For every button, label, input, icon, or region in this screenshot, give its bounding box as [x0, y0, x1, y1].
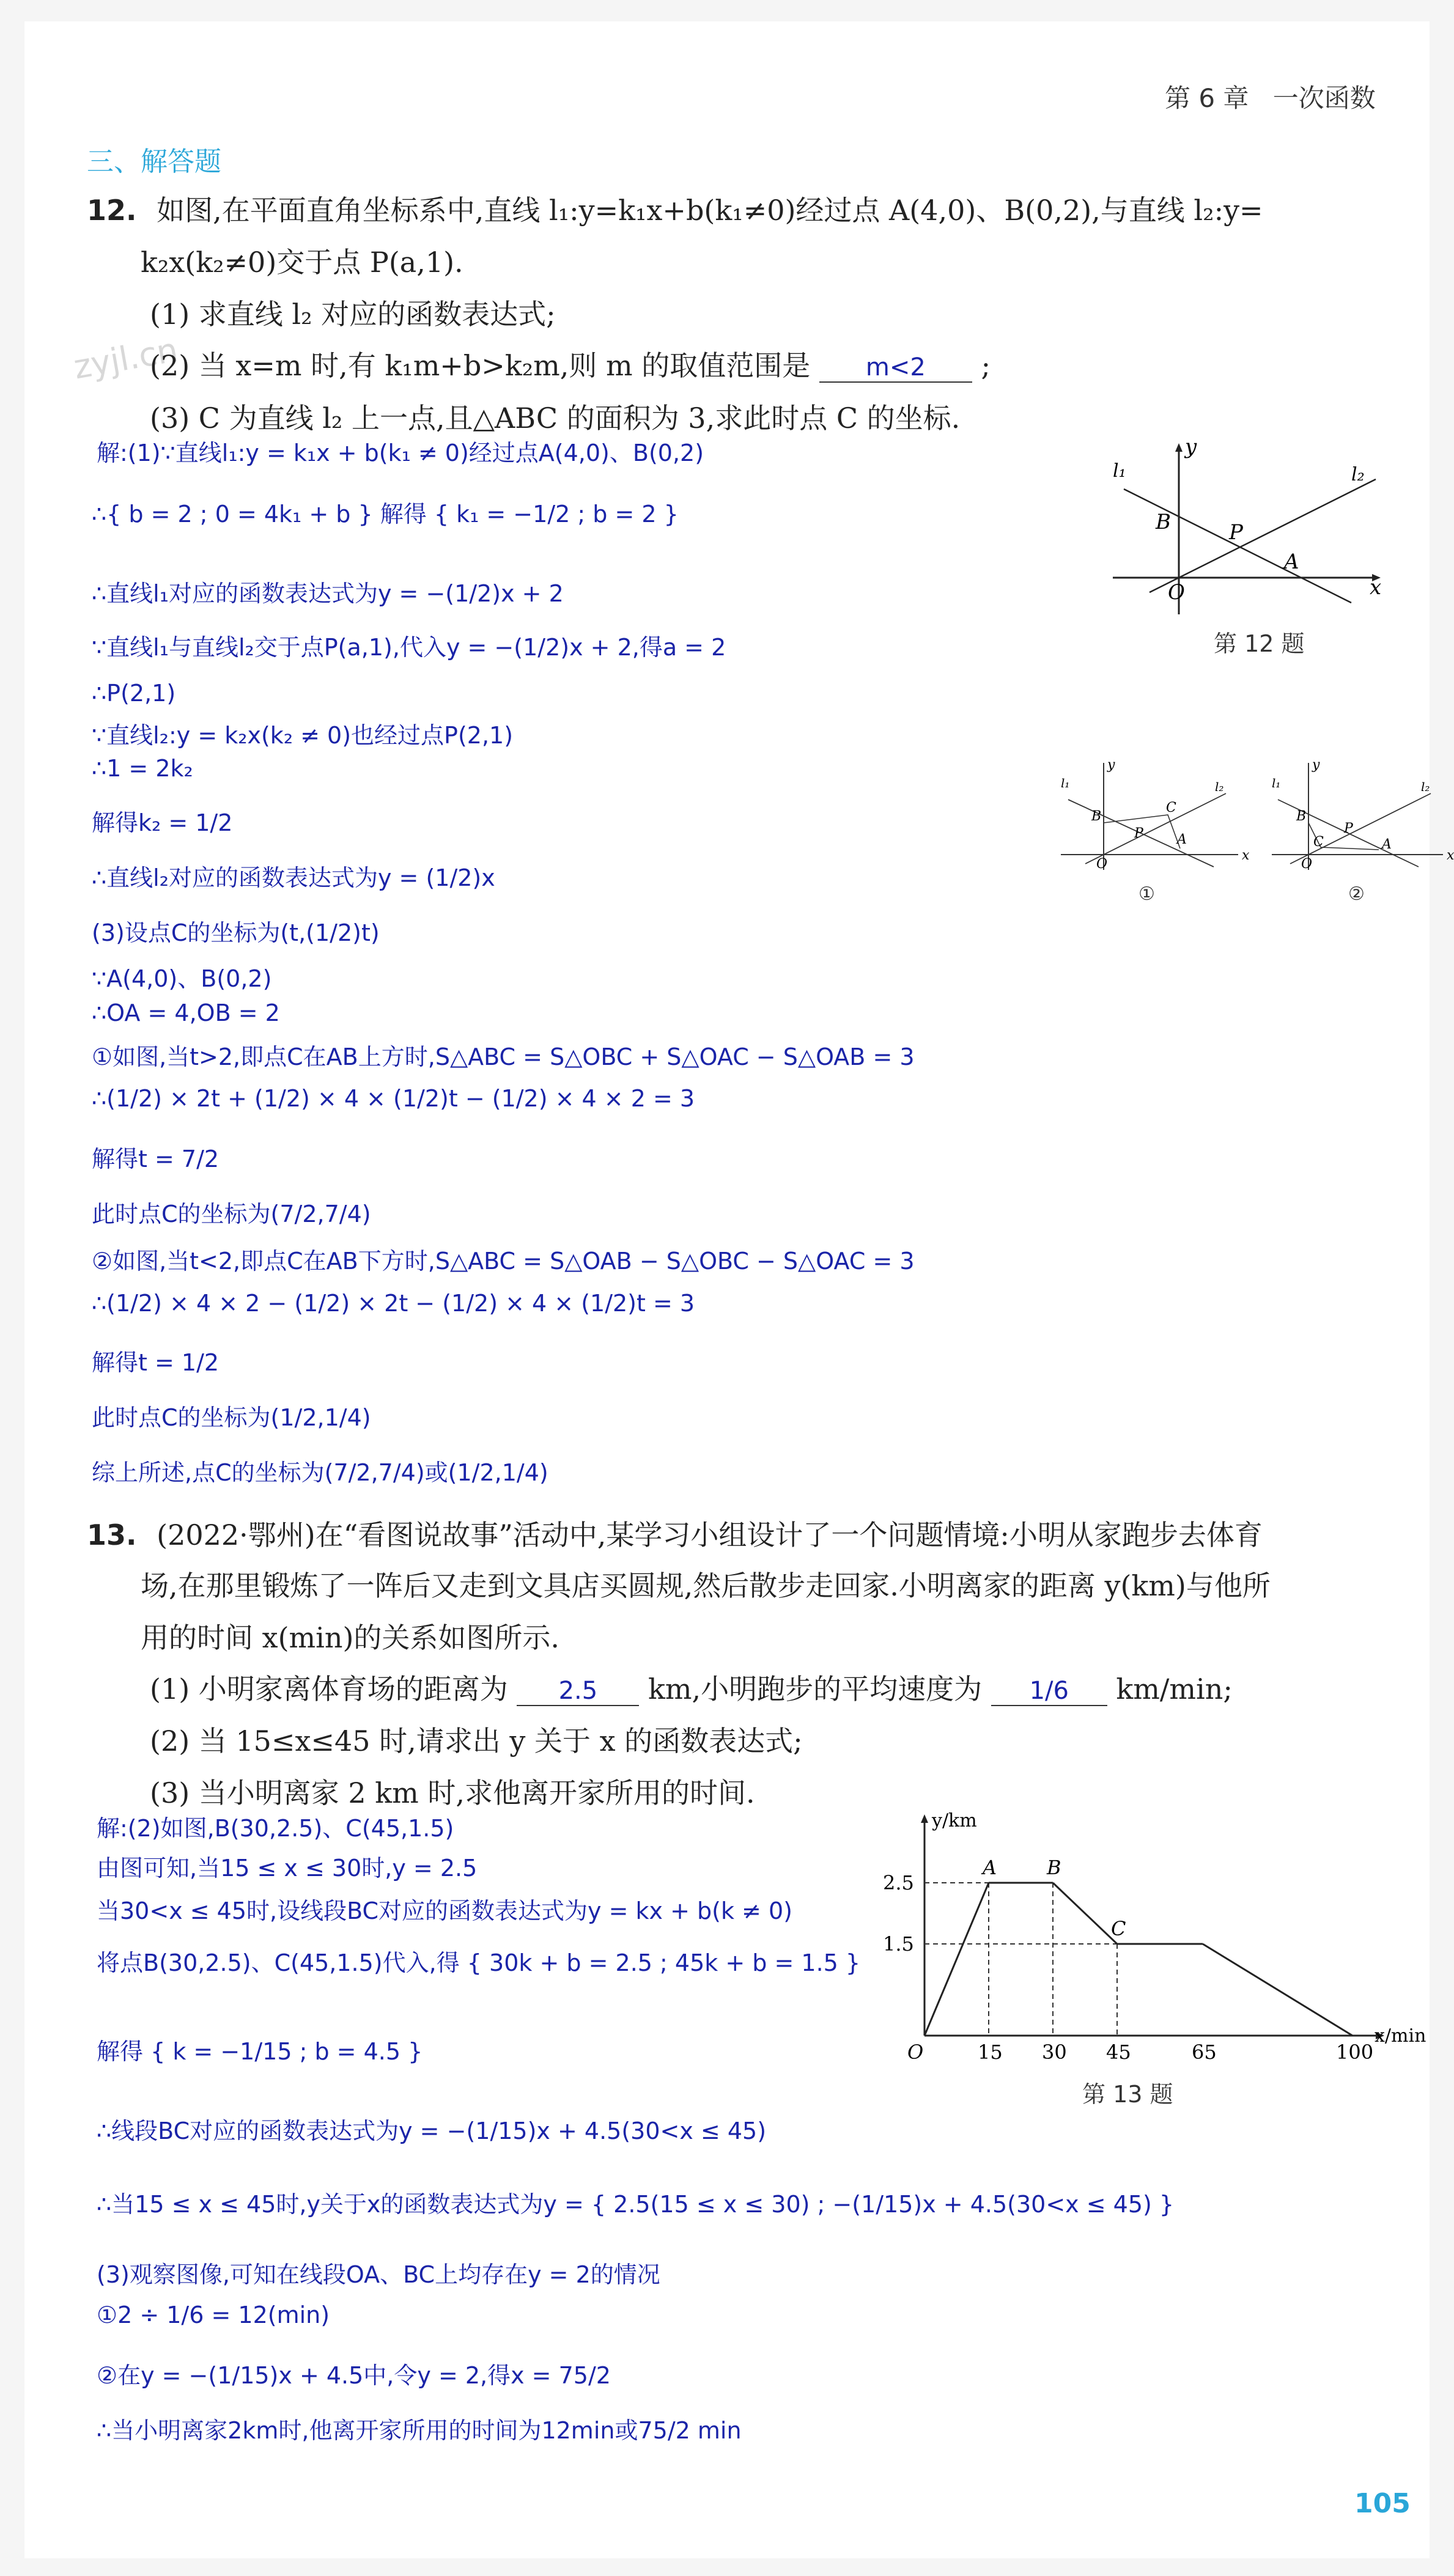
- q12-subfigure-2-label: ②: [1348, 883, 1365, 905]
- q13-chart: [862, 1809, 1425, 2066]
- q12-solution-line: ∴(1/2) × 4 × 2 − (1/2) × 2t − (1/2) × 4 × (1/2)t = 3: [92, 1290, 695, 1317]
- chapter-number: 第 6 章: [1165, 83, 1249, 113]
- sub1-label-A: A: [1177, 832, 1187, 847]
- q13-figure-caption: 第 13 题: [1082, 2081, 1173, 2108]
- q12-stem-line1: 12. 如图,在平面直角坐标系中,直线 l₁:y=k₁x+b(k₁≠0)经过点 A(4,0)、B(0,2),与直线 l₂:y=: [87, 194, 1263, 227]
- chart-x-tick-label: 15: [978, 2041, 1003, 2064]
- q13-solution-line: 将点B(30,2.5)、C(45,1.5)代入,得 { 30k + b = 2.5 ; 45k + b = 1.5 }: [97, 1949, 861, 1976]
- q12-subfigure-2: [1272, 757, 1454, 873]
- sub2-label-P: P: [1344, 821, 1353, 836]
- q13-solution-line: 解得 { k = −1/15 ; b = 4.5 }: [97, 2038, 423, 2065]
- sub1-label-y: y: [1107, 757, 1115, 773]
- q13-solution-line: 当30<x ≤ 45时,设线段BC对应的函数表达式为y = kx + b(k ≠ 0): [97, 1897, 792, 1924]
- chart-point-label-B: B: [1047, 1856, 1061, 1879]
- chart-line-segment: [1203, 1944, 1353, 2036]
- q12-stem-line2: k₂x(k₂≠0)交于点 P(a,1).: [141, 246, 463, 279]
- chart-line-segment: [1053, 1883, 1117, 1944]
- sub1-label-x: x: [1242, 848, 1250, 863]
- q12-part2-answer: m<2: [819, 353, 972, 383]
- q13-stem-line2: 场,在那里锻炼了一阵后又走到文具店买圆规,然后散步走回家.小明离家的距离 y(km)与他所: [141, 1569, 1271, 1602]
- q12-solution-line: 解:(1)∵直线l₁:y = k₁x + b(k₁ ≠ 0)经过点A(4,0)、B(0,2): [97, 440, 704, 466]
- sub1-label-l1: l₁: [1061, 776, 1070, 790]
- q12-solution-line: ∵直线l₂:y = k₂x(k₂ ≠ 0)也经过点P(2,1): [92, 722, 514, 749]
- chart-y-tick-label: 1.5: [883, 1932, 914, 1956]
- sub1-label-B: B: [1091, 809, 1102, 824]
- sub2-label-l2: l₂: [1421, 779, 1430, 794]
- chapter-header: [1165, 78, 1376, 115]
- q13-part1-answer1: 2.5: [517, 1677, 639, 1706]
- q13-stem-line1: 13. (2022·鄂州)在“看图说故事”活动中,某学习小组设计了一个问题情境:小明从家跑步去体育: [87, 1518, 1263, 1551]
- chart-y-axis-arrow: [921, 1814, 928, 1823]
- q13-part2: (2) 当 15≤x≤45 时,请求出 y 关于 x 的函数表达式;: [150, 1724, 803, 1757]
- q12-solution-line: 解得t = 7/2: [92, 1146, 220, 1172]
- sub2-label-O: O: [1301, 856, 1313, 872]
- q12-solution-line: ∴(1/2) × 2t + (1/2) × 4 × (1/2)t − (1/2) × 4 × 2 = 3: [92, 1085, 695, 1112]
- q13-number: 13.: [87, 1518, 137, 1551]
- sub1-label-l2: l₂: [1215, 779, 1224, 794]
- chapter-title: 一次函数: [1272, 83, 1376, 113]
- label-x: x: [1370, 575, 1382, 600]
- section-title: 三、解答题: [87, 146, 221, 177]
- q13-solution-line: ∴当15 ≤ x ≤ 45时,y关于x的函数表达式为y = { 2.5(15 ≤ x ≤ 30) ; −(1/15)x + 4.5(30<x ≤ 45) }: [97, 2191, 1175, 2218]
- q12-solution-line: ∴1 = 2k₂: [92, 755, 193, 782]
- q13-part1: (1) 小明家离体育场的距离为 2.5 km,小明跑步的平均速度为 1/6 km/min;: [150, 1673, 1233, 1706]
- watermark: zyjl.cn: [70, 330, 181, 387]
- sub2-label-l1: l₁: [1272, 776, 1281, 790]
- label-O: O: [1168, 580, 1185, 605]
- chart-line-segment: [924, 1883, 989, 2036]
- q13-part3: (3) 当小明离家 2 km 时,求他离开家所用的时间.: [150, 1776, 755, 1809]
- sub1-line-l2: [1085, 793, 1226, 864]
- chart-x-tick-label: 45: [1106, 2041, 1131, 2064]
- sub2-label-B: B: [1296, 809, 1307, 824]
- label-P: P: [1229, 520, 1243, 545]
- label-l2: l₂: [1351, 464, 1365, 485]
- q13-solution-line: ①2 ÷ 1/6 = 12(min): [97, 2302, 330, 2328]
- sub2-label-x: x: [1447, 848, 1454, 863]
- label-y: y: [1185, 435, 1197, 459]
- q12-subfigure-1: [1061, 757, 1250, 873]
- q12-solution-line: 此时点C的坐标为(1/2,1/4): [92, 1404, 371, 1431]
- sub1-label-P: P: [1134, 826, 1143, 841]
- q12-solution-line: 解得k₂ = 1/2: [92, 809, 233, 836]
- label-A: A: [1284, 550, 1299, 574]
- q12-solution-line: 此时点C的坐标为(7/2,7/4): [92, 1201, 371, 1227]
- chart-y-tick-label: 2.5: [883, 1871, 914, 1894]
- q13-stem-line3: 用的时间 x(min)的关系如图所示.: [141, 1621, 560, 1654]
- q12-solution-line: 综上所述,点C的坐标为(7/2,7/4)或(1/2,1/4): [92, 1459, 548, 1486]
- q13-solution-line: 由图可知,当15 ≤ x ≤ 30时,y = 2.5: [97, 1855, 478, 1882]
- chart-x-tick-label: 65: [1192, 2041, 1217, 2064]
- q12-solution-line: ∴OA = 4,OB = 2: [92, 999, 280, 1026]
- q12-figure: [1113, 435, 1388, 617]
- sub2-label-y: y: [1312, 757, 1320, 773]
- q12-part2: (2) 当 x=m 时,有 k₁m+b>k₂m,则 m 的取值范围是 m<2 ;: [150, 349, 991, 382]
- q13-solution-line: ②在y = −(1/15)x + 4.5中,令y = 2,得x = 75/2: [97, 2362, 611, 2389]
- q12-solution-line: 解得t = 1/2: [92, 1349, 220, 1376]
- chart-point-label-C: C: [1111, 1917, 1126, 1940]
- sub1-label-C: C: [1166, 800, 1176, 815]
- chart-point-label-A: A: [983, 1856, 997, 1879]
- sub1-label-O: O: [1096, 856, 1108, 872]
- q12-part1: (1) 求直线 l₂ 对应的函数表达式;: [150, 298, 556, 331]
- chart-x-tick-label: 100: [1336, 2041, 1374, 2064]
- q12-solution-line: ②如图,当t<2,即点C在AB下方时,S△ABC = S△OAB − S△OBC − S△OAC = 3: [92, 1248, 915, 1275]
- q13-solution-line: 解:(2)如图,B(30,2.5)、C(45,1.5): [97, 1815, 454, 1842]
- chart-x-tick-label: 30: [1042, 2041, 1067, 2064]
- q12-solution-line: ∴{ b = 2 ; 0 = 4k₁ + b } 解得 { k₁ = −1/2 ; b = 2 }: [92, 501, 679, 528]
- q12-solution-line: (3)设点C的坐标为(t,(1/2)t): [92, 919, 380, 946]
- q12-solution-line: ∴直线l₂对应的函数表达式为y = (1/2)x: [92, 864, 495, 891]
- line-l2: [1150, 479, 1376, 592]
- q12-solution-line: ∵直线l₁与直线l₂交于点P(a,1),代入y = −(1/2)x + 2,得a = 2: [92, 634, 726, 661]
- line-l1: [1124, 489, 1351, 603]
- q12-solution-line: ∴直线l₁对应的函数表达式为y = −(1/2)x + 2: [92, 580, 564, 607]
- q12-solution-line: ①如图,当t>2,即点C在AB上方时,S△ABC = S△OBC + S△OAC − S△OAB = 3: [92, 1043, 915, 1070]
- q13-solution-line: ∴线段BC对应的函数表达式为y = −(1/15)x + 4.5(30<x ≤ 45): [97, 2118, 767, 2144]
- chart-x-label: x/min: [1375, 2025, 1426, 2047]
- q13-part1-answer2: 1/6: [991, 1677, 1107, 1706]
- q12-part3: (3) C 为直线 l₂ 上一点,且△ABC 的面积为 3,求此时点 C 的坐标.: [150, 402, 961, 435]
- q12-subfigure-1-label: ①: [1138, 883, 1155, 905]
- sub2-label-C: C: [1313, 834, 1324, 850]
- y-axis-arrow: [1175, 443, 1183, 452]
- q12-solution-line: ∵A(4,0)、B(0,2): [92, 965, 272, 992]
- label-l1: l₁: [1113, 460, 1126, 482]
- chart-y-label: y/km: [932, 1810, 977, 1831]
- q13-solution-line: (3)观察图像,可知在线段OA、BC上均存在y = 2的情况: [97, 2261, 660, 2288]
- sub2-label-A: A: [1382, 837, 1392, 852]
- q12-solution-line: ∴P(2,1): [92, 680, 176, 707]
- label-B: B: [1156, 510, 1171, 534]
- q12-figure-caption: 第 12 题: [1214, 630, 1305, 657]
- page-number: 105: [1354, 2488, 1411, 2519]
- q12-number: 12.: [87, 194, 137, 227]
- chart-origin-label: O: [907, 2041, 924, 2064]
- q13-solution-line: ∴当小明离家2km时,他离开家所用的时间为12min或75/2 min: [97, 2417, 742, 2444]
